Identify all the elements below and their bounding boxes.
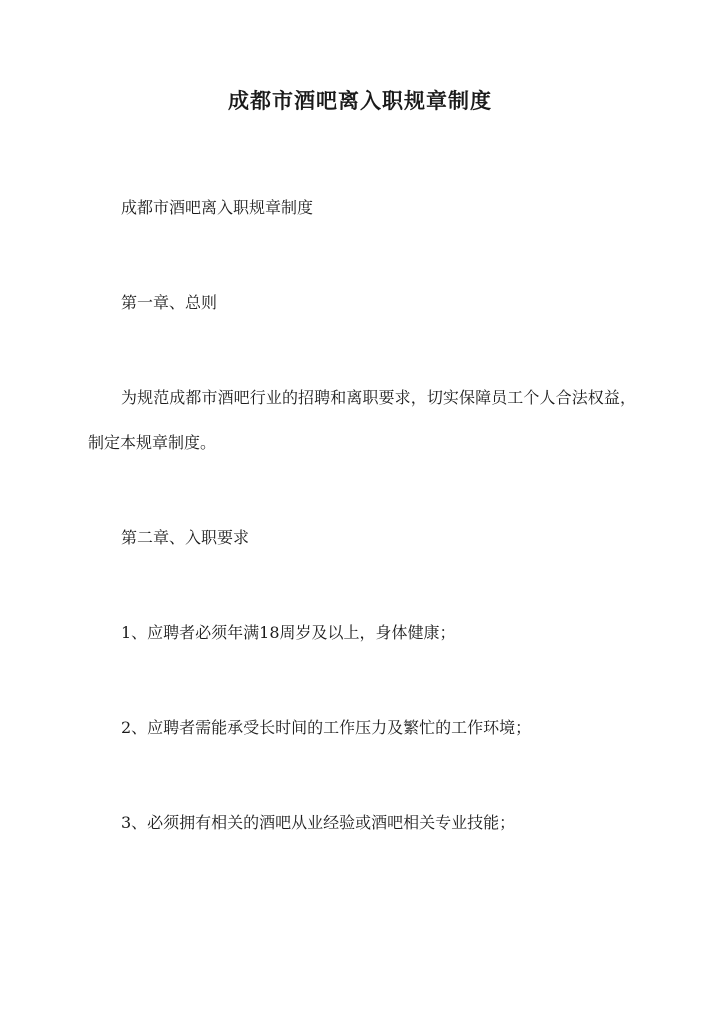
requirement-item-experience: 3、必须拥有相关的酒吧从业经验或酒吧相关专业技能； (121, 813, 516, 832)
requirement-item-pressure: 2、应聘者需能承受长时间的工作压力及繁忙的工作环境； (121, 718, 532, 737)
requirement-item-age: 1、应聘者必须年满18周岁及以上，身体健康； (121, 623, 456, 642)
document-title: 成都市酒吧离入职规章制度 (228, 88, 492, 113)
paragraph-purpose: 为规范成都市酒吧行业的招聘和离职要求，切实保障员工个人合法权益，制定本规章制度。 (88, 388, 636, 452)
paragraph-subtitle: 成都市酒吧离入职规章制度 (121, 198, 314, 217)
chapter-heading-general: 第一章、总则 (121, 293, 218, 312)
chapter-heading-requirements: 第二章、入职要求 (121, 528, 250, 547)
